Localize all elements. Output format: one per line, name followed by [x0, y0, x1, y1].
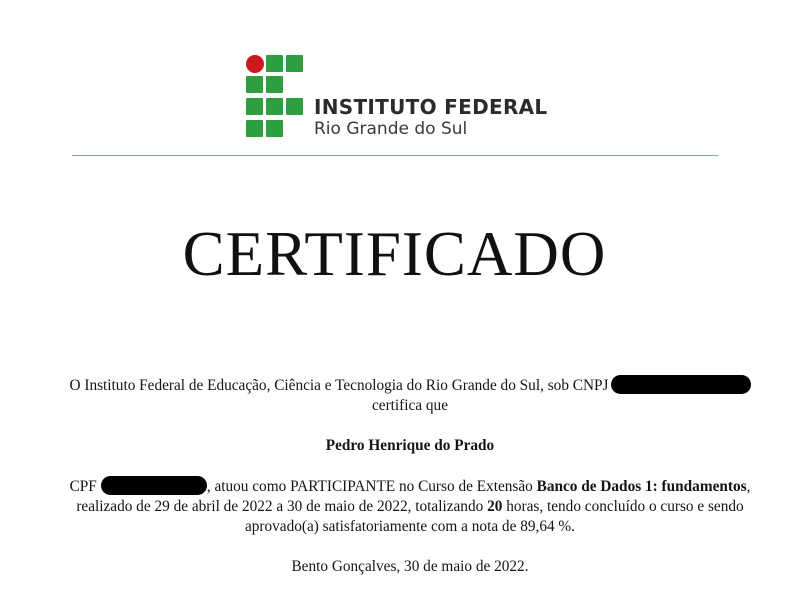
course-name: Banco de Dados 1: fundamentos	[536, 478, 747, 495]
logo-square	[266, 98, 283, 115]
logo-mark-icon	[246, 54, 306, 142]
logo-title: INSTITUTO FEDERAL	[314, 95, 548, 119]
cpf-label: CPF	[69, 478, 97, 495]
logo-square	[246, 76, 263, 93]
logo-square	[266, 120, 283, 137]
course-paragraph	[40, 476, 780, 537]
logo-square	[246, 98, 263, 115]
logo-square	[266, 55, 283, 72]
logo-text	[314, 96, 547, 140]
participation-text: , atuou como PARTICIPANTE no Curso de Extensão	[206, 478, 533, 495]
certifies-text: certifica que	[371, 397, 448, 414]
course-hours: 20	[487, 498, 503, 515]
intro-paragraph	[40, 375, 780, 416]
header-divider	[72, 155, 718, 156]
dates-text: , realizado de 29 de abril de 2022 a 30 de maio de 2022, totalizando	[76, 478, 751, 515]
logo-subtitle: Rio Grande do Sul	[314, 119, 468, 139]
logo-square	[266, 76, 283, 93]
place-date: Bento Gonçalves, 30 de maio de 2022.	[291, 558, 529, 575]
certificate-heading: CERTIFICADO	[182, 219, 607, 289]
logo-square	[246, 120, 263, 137]
redacted-cnpj	[611, 375, 751, 394]
logo-square	[286, 55, 303, 72]
institution-logo	[246, 54, 566, 144]
logo-square	[286, 98, 303, 115]
recipient-name: Pedro Henrique do Prado	[325, 437, 495, 454]
intro-text: O Instituto Federal de Educação, Ciência e Tecnologia do Rio Grande do Sul, sob CNPJ	[69, 377, 609, 394]
redacted-cpf	[101, 476, 207, 495]
logo-red-circle	[246, 55, 264, 73]
completion-text: horas, tendo concluído o curso e sendo aprovado(a) satisfatoriamente com a nota de 89,64 %.	[244, 498, 744, 535]
